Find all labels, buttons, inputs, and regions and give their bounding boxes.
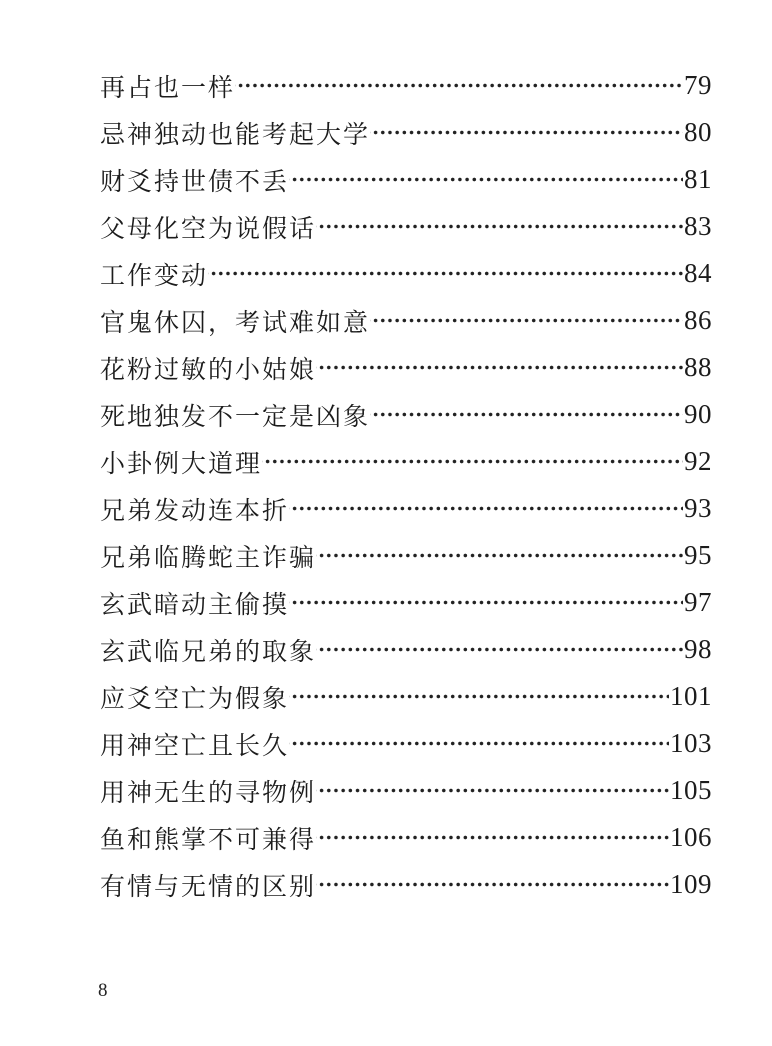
toc-entry-page: 79 — [684, 70, 712, 100]
toc-entry — [100, 579, 712, 626]
toc-entry-page: 84 — [684, 258, 712, 288]
toc-entry-page: 83 — [684, 211, 712, 241]
toc-entry-page: 88 — [684, 352, 712, 382]
toc-dot-leader — [316, 637, 683, 662]
toc-dot-leader — [370, 308, 683, 333]
table-of-contents — [100, 62, 712, 908]
toc-entry-title: 父母化空为说假话 — [100, 215, 317, 243]
toc-dot-leader — [289, 684, 669, 709]
toc-entry-page: 92 — [684, 446, 712, 476]
toc-entry-title: 忌神独动也能考起大学 — [100, 121, 371, 149]
toc-entry — [100, 673, 712, 720]
toc-entry — [100, 344, 712, 391]
toc-entry-title: 有情与无情的区别 — [100, 873, 317, 901]
toc-entry-title: 兄弟发动连本折 — [100, 497, 290, 525]
toc-entry-title: 兄弟临腾蛇主诈骗 — [100, 544, 317, 572]
toc-dot-leader — [289, 590, 683, 615]
toc-entry-title: 玄武暗动主偷摸 — [100, 591, 290, 619]
toc-entry-title: 死地独发不一定是凶象 — [100, 403, 371, 431]
toc-dot-leader — [208, 261, 683, 286]
toc-entry — [100, 391, 712, 438]
toc-entry — [100, 203, 712, 250]
toc-entry-page: 98 — [684, 634, 712, 664]
toc-dot-leader — [289, 167, 683, 192]
toc-entry-title: 再占也一样 — [100, 74, 236, 102]
toc-entry-page: 109 — [670, 869, 712, 899]
toc-dot-leader — [289, 496, 683, 521]
toc-dot-leader — [316, 872, 669, 897]
toc-entry-page: 101 — [670, 681, 712, 711]
toc-entry-page: 80 — [684, 117, 712, 147]
toc-dot-leader — [262, 449, 683, 474]
toc-entry — [100, 438, 712, 485]
toc-dot-leader — [316, 825, 669, 850]
toc-dot-leader — [316, 543, 683, 568]
toc-entry — [100, 156, 712, 203]
toc-entry-page: 81 — [684, 164, 712, 194]
toc-entry-page: 97 — [684, 587, 712, 617]
toc-entry — [100, 109, 712, 156]
toc-entry-page: 93 — [684, 493, 712, 523]
toc-dot-leader — [370, 402, 683, 427]
toc-dot-leader — [370, 120, 683, 145]
toc-entry — [100, 767, 712, 814]
toc-entry-page: 106 — [670, 822, 712, 852]
toc-entry — [100, 861, 712, 908]
toc-entry-title: 玄武临兄弟的取象 — [100, 638, 317, 666]
toc-dot-leader — [235, 73, 683, 98]
toc-dot-leader — [316, 778, 669, 803]
folio-page-number: 8 — [98, 980, 108, 1001]
toc-entry-title: 财爻持世债不丢 — [100, 168, 290, 196]
toc-entry-title: 官鬼休囚，考试难如意 — [100, 309, 371, 337]
toc-entry — [100, 485, 712, 532]
toc-entry-page: 86 — [684, 305, 712, 335]
toc-entry-title: 花粉过敏的小姑娘 — [100, 356, 317, 384]
toc-dot-leader — [316, 355, 683, 380]
toc-entry — [100, 720, 712, 767]
toc-entry-page: 105 — [670, 775, 712, 805]
toc-entry-title: 用神空亡且长久 — [100, 732, 290, 760]
toc-dot-leader — [316, 214, 683, 239]
toc-entry — [100, 626, 712, 673]
toc-entry-title: 应爻空亡为假象 — [100, 685, 290, 713]
toc-entry — [100, 62, 712, 109]
toc-entry-page: 103 — [670, 728, 712, 758]
toc-entry-title: 用神无生的寻物例 — [100, 779, 317, 807]
toc-entry-title: 小卦例大道理 — [100, 450, 263, 478]
toc-entry-title: 工作变动 — [100, 262, 209, 290]
toc-entry-page: 95 — [684, 540, 712, 570]
toc-entry — [100, 532, 712, 579]
toc-dot-leader — [289, 731, 669, 756]
toc-entry — [100, 297, 712, 344]
toc-entry — [100, 250, 712, 297]
toc-entry-page: 90 — [684, 399, 712, 429]
toc-entry — [100, 814, 712, 861]
toc-entry-title: 鱼和熊掌不可兼得 — [100, 826, 317, 854]
